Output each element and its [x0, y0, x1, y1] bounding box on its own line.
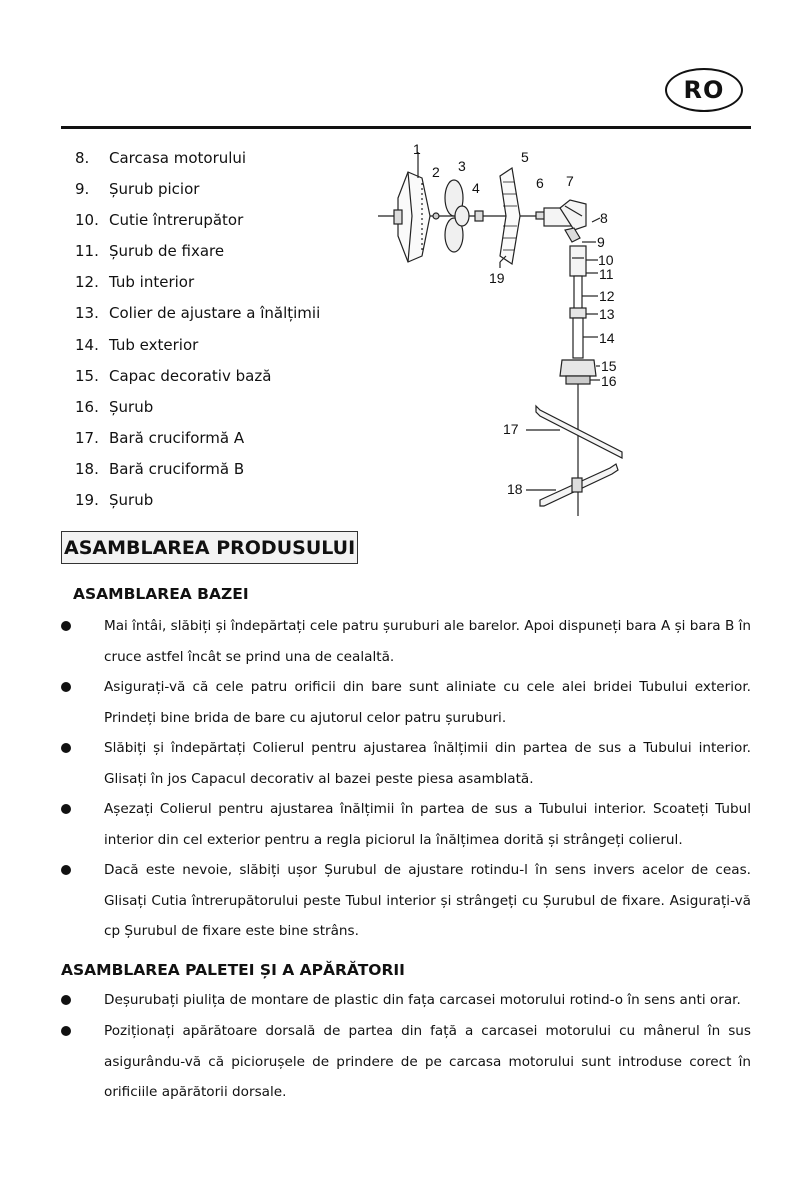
inner-tube-shape — [574, 276, 582, 310]
bullet-dot — [61, 682, 71, 692]
blade-assembly-heading: ASAMBLAREA PALETEI ȘI A APĂRĂTORII — [61, 961, 405, 979]
bullet-dot — [61, 621, 71, 631]
bullet-text: Deșurubați piulița de montare de plastic din fața carcasei motorului rotind-o în sens anti orar. — [104, 992, 741, 1008]
parts-list-item — [75, 270, 320, 301]
diagram-callout: 1 — [413, 141, 421, 157]
parts-list-item — [75, 395, 320, 426]
diagram-callout: 9 — [597, 234, 605, 250]
part-label: Bară cruciformă B — [109, 459, 245, 478]
outer-tube-shape — [573, 318, 583, 358]
part-label: Cutie întrerupător — [109, 211, 244, 230]
list-item — [61, 672, 751, 733]
base-bullet-list — [61, 611, 751, 947]
bullet-dot — [61, 865, 71, 875]
part-number: 16. — [75, 397, 99, 416]
part-number: 14. — [75, 335, 99, 354]
bullet-dot — [61, 1026, 71, 1036]
bullet-dot — [61, 804, 71, 814]
parts-list-item — [75, 426, 320, 457]
bullet-text: Slăbiți și îndepărtați Colierul pentru ajustarea înălțimii din partea de sus a Tubului interior. Glisați în jos Capacul decorativ al bazei peste piesa asamblată. — [104, 740, 751, 787]
bullet-text: Dacă este nevoie, slăbiți ușor Șurubul de ajustare rotindu-l în sens invers acelor de ceas. Glisați Cutia întrerupătorului peste Tubul interior și strângeți cu Șurubul de fixare. Asigurați-vă cp Șurubul de fixare este bine strâns. — [104, 862, 751, 939]
list-item — [61, 1016, 751, 1108]
diagram-callout: 5 — [521, 149, 529, 165]
part-label: Șurub de fixare — [109, 242, 225, 261]
part-label: Bară cruciformă A — [109, 428, 245, 447]
parts-list-item — [75, 488, 320, 519]
part-label: Tub exterior — [109, 335, 199, 354]
part-label: Tub interior — [109, 273, 195, 292]
parts-list-item — [75, 177, 320, 208]
part-label: Șurub — [109, 491, 154, 510]
blade-bullet-list — [61, 985, 751, 1108]
parts-list-item — [75, 457, 320, 488]
parts-list — [75, 146, 320, 519]
exploded-fan-diagram — [360, 138, 760, 523]
list-item — [61, 733, 751, 794]
part-label: Șurub — [109, 397, 154, 416]
parts-list-item — [75, 364, 320, 395]
part-number: 9. — [75, 180, 90, 199]
rear-guard-shape — [398, 172, 430, 262]
diagram-callout: 12 — [599, 288, 615, 304]
diagram-callout: 16 — [601, 373, 617, 389]
bullet-text: Asigurați-vă că cele patru orificii din bare sunt aliniate cu cele alei bridei Tubului exterior. Prindeți bine brida de bare cu ajutorul celor patru șuruburi. — [104, 679, 751, 726]
diagram-callout: 17 — [503, 421, 519, 437]
parts-list-item — [75, 208, 320, 239]
part-number: 12. — [75, 273, 99, 292]
list-item — [61, 985, 751, 1016]
part-number: 10. — [75, 211, 99, 230]
base-screw-shape — [566, 376, 590, 384]
diagram-callout: 14 — [599, 330, 615, 346]
part-label: Capac decorativ bază — [109, 366, 272, 385]
diagram-callout: 8 — [600, 210, 608, 226]
diagram-callout: 18 — [507, 481, 523, 497]
part-number: 19. — [75, 491, 99, 510]
header-rule — [61, 126, 751, 129]
language-badge: RO — [665, 68, 743, 112]
part-number: 13. — [75, 304, 99, 323]
list-item — [61, 611, 751, 672]
list-item — [61, 794, 751, 855]
diagram-callout: 13 — [599, 306, 615, 322]
part-number: 15. — [75, 366, 99, 385]
base-assembly-heading: ASAMBLAREA BAZEI — [73, 585, 249, 603]
diagram-callout: 3 — [458, 158, 466, 174]
diagram-callout: 10 — [598, 252, 614, 268]
diagram-callout: 11 — [599, 266, 614, 282]
parts-list-item — [75, 333, 320, 364]
bullet-text: Așezați Colierul pentru ajustarea înălțimii în partea de sus a Tubului interior. Scoateți Tubul interior din cel exterior pentru a regla piciorul la înălțimea dorită și strângeți colierul. — [104, 801, 751, 848]
spinner-shape — [475, 211, 483, 221]
hub-nut-shape — [433, 213, 439, 219]
cross-bar-a-shape — [536, 406, 622, 458]
parts-list-item — [75, 146, 320, 177]
parts-list-item — [75, 301, 320, 332]
diagram-callout: 6 — [536, 175, 544, 191]
diagram-callout: 4 — [472, 180, 480, 196]
part-number: 11. — [75, 242, 99, 261]
part-number: 17. — [75, 428, 99, 447]
bullet-text: Mai întâi, slăbiți și îndepărtați cele patru șuruburi ale barelor. Apoi dispuneți bara A și bara B în cruce astfel încât se prind una de cealaltă. — [104, 618, 751, 665]
bullet-dot — [61, 995, 71, 1005]
bullet-text: Poziționați apărătoare dorsală de partea din față a carcasei motorului cu mânerul în sus asigurându-vă că piciorușele de prindere de pe carcasa motorului sunt introduse corect în orificiile apărătorii dorsale. — [104, 1023, 751, 1100]
part-number: 18. — [75, 459, 99, 478]
diagram-callout: 2 — [432, 164, 440, 180]
part-label: Șurub picior — [109, 180, 200, 199]
section-title: ASAMBLAREA PRODUSULUI — [61, 531, 358, 564]
diagram-callout: 19 — [489, 270, 505, 286]
decorative-cap-shape — [560, 360, 596, 376]
part-label: Carcasa motorului — [109, 149, 247, 167]
parts-list-item — [75, 239, 320, 270]
part-number: 8. — [75, 149, 90, 167]
height-collar-shape — [570, 308, 586, 318]
switch-box-shape — [570, 246, 586, 276]
part-label: Colier de ajustare a înălțimii — [109, 304, 321, 323]
bullet-dot — [61, 743, 71, 753]
diagram-callout: 15 — [601, 358, 617, 374]
list-item — [61, 855, 751, 947]
diagram-callout: 7 — [566, 173, 574, 189]
